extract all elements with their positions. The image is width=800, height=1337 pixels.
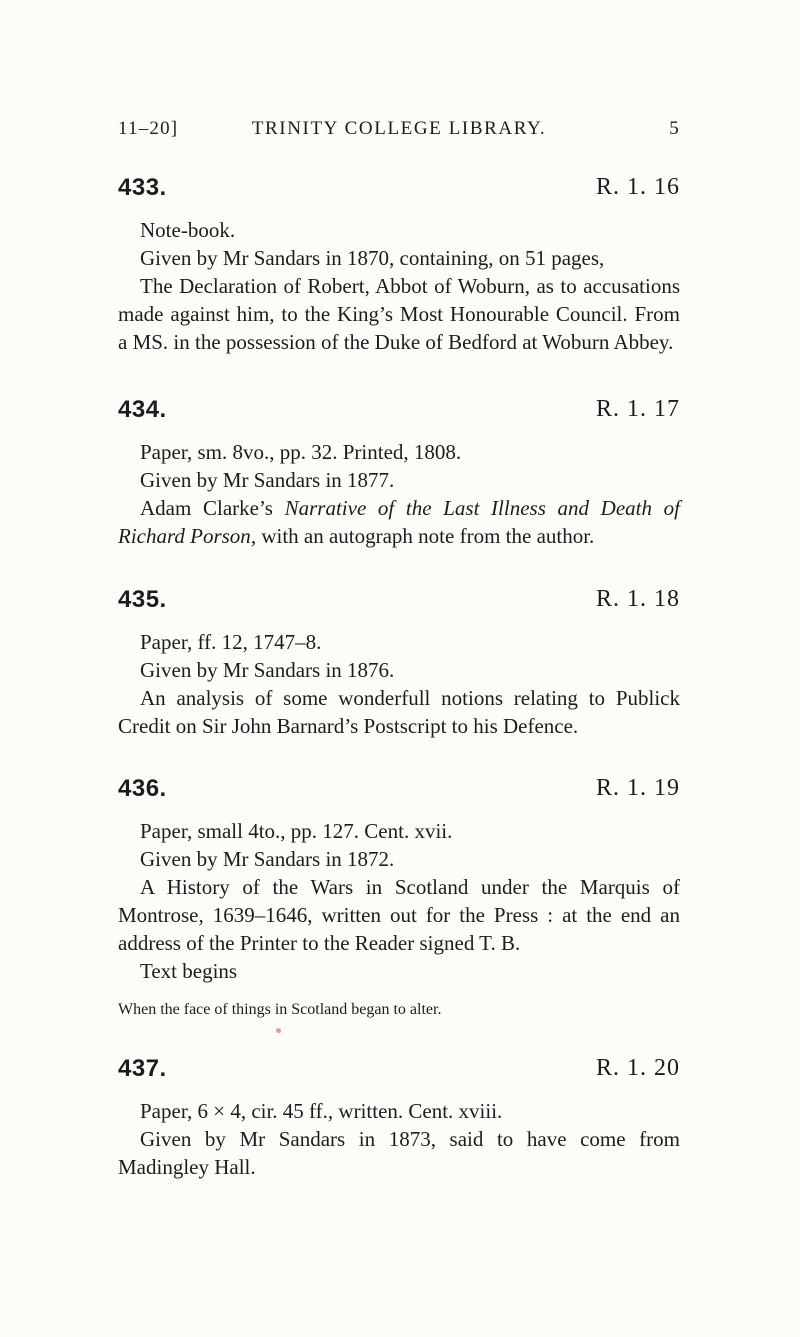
entry-number: 435. [118, 586, 167, 613]
entry-line [118, 494, 680, 550]
entry-number: 433. [118, 174, 167, 201]
entry-line: Given by Mr Sandars in 1870, containing, on 51 pages, [140, 246, 605, 270]
shelfmark: R. 1. 17 [595, 396, 680, 422]
entry-line: Paper, 6 × 4, cir. 45 ff., written. Cent. xviii. [140, 1099, 503, 1123]
entry-line: Note-book. [140, 218, 236, 242]
shelfmark: R. 1. 19 [595, 775, 680, 801]
entry-line: Paper, ff. 12, 1747–8. [140, 630, 322, 654]
entry-line: Paper, sm. 8vo., pp. 32. Printed, 1808. [140, 440, 462, 464]
incipit-quote: When the face of things in Scotland began to alter. [118, 1001, 442, 1018]
desc-suffix: , with an autograph note from the author. [250, 524, 595, 548]
running-head [118, 118, 680, 148]
entry-line: A History of the Wars in Scotland under the Marquis of Montrose, 1639–1646, written out for the Press : at the end an address of the Printer to the Reader signed T. B. [118, 875, 680, 955]
desc-prefix: Adam Clarke’s [140, 496, 285, 520]
entry-line: Given by Mr Sandars in 1873, said to have come from Madingley Hall. [118, 1127, 680, 1179]
entry-description [118, 438, 680, 550]
entry-description [118, 628, 680, 740]
shelfmark: R. 1. 18 [595, 586, 680, 612]
entry-line: Paper, small 4to., pp. 127. Cent. xvii. [140, 819, 453, 843]
entry-description [118, 1097, 680, 1181]
page-number: 5 [669, 118, 680, 139]
entry-number: 434. [118, 396, 167, 423]
entry-description [118, 216, 680, 356]
work-title: Narrative of the Last Illness and Death of Richard Porson [118, 496, 680, 548]
shelfmark: R. 1. 20 [595, 1055, 680, 1081]
entry-number: 436. [118, 775, 167, 802]
shelfmark: R. 1. 16 [595, 174, 680, 200]
entry-line: Given by Mr Sandars in 1876. [140, 658, 395, 682]
entry-number: 437. [118, 1055, 167, 1082]
entry-line: Given by Mr Sandars in 1877. [140, 468, 395, 492]
entry-description [118, 817, 680, 1021]
entry-line: Given by Mr Sandars in 1872. [140, 847, 395, 871]
entry-line: The Declaration of Robert, Abbot of Woburn, as to accusations made against him, to the King’s Most Honourable Council. From a MS. in the possession of the Duke of Bedford at Woburn Abbey. [118, 274, 680, 354]
entry-line: An analysis of some wonderfull notions relating to Publick Credit on Sir John Barnard’s Postscript to his Defence. [118, 686, 680, 738]
ink-speck [276, 1028, 281, 1033]
running-title: TRINITY COLLEGE LIBRARY. [251, 118, 547, 139]
entry-line: Text begins [140, 959, 238, 983]
section-range: 11–20] [118, 118, 179, 139]
